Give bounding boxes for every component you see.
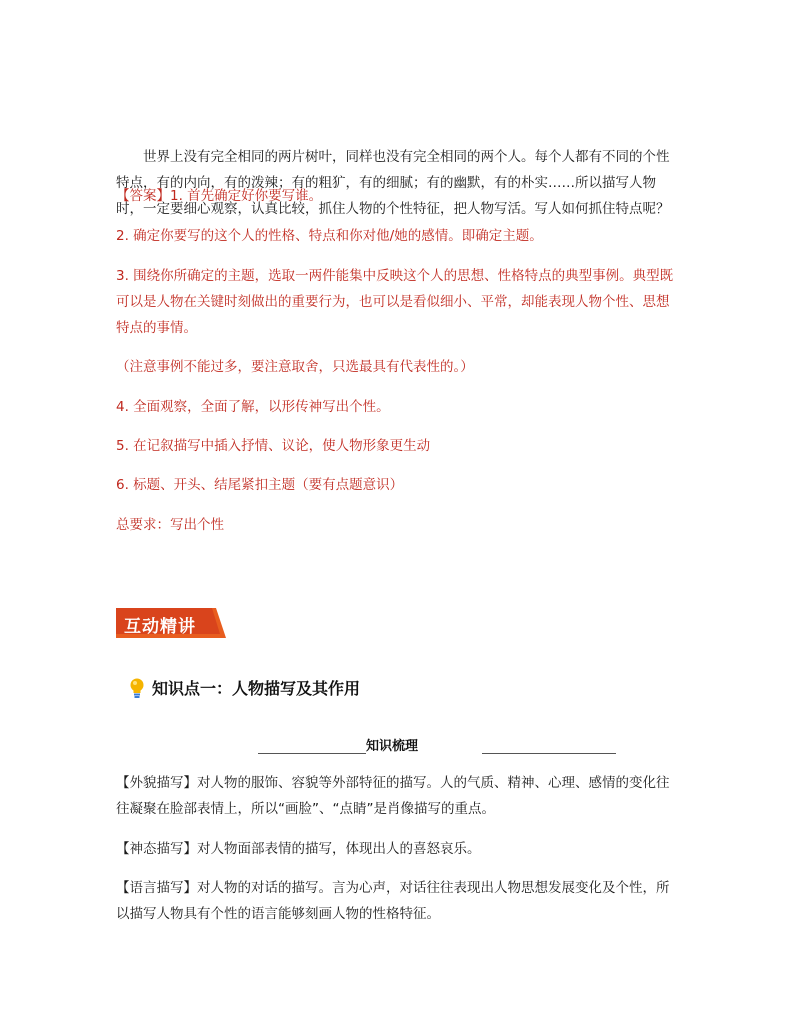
answer-note: （注意事例不能过多，要注意取舍，只选最具有代表性的。） <box>116 359 474 375</box>
knowledge-point-text: 知识点一：人物描写及其作用 <box>152 679 361 698</box>
definition-text: 对人物的对话的描写。言为心声，对话往往表现出人物思想发展变化及个性，所以描写人物具有个性的语言能够刻画人物的性格特征。 <box>116 880 670 922</box>
divider-right <box>482 753 616 754</box>
section-title: 知识梳理 <box>366 739 419 754</box>
answer-label: 【答案】 <box>116 188 170 204</box>
definition-appearance <box>116 770 676 822</box>
knowledge-point-title <box>128 676 360 699</box>
definition-tag: 【神态描写】 <box>116 841 197 857</box>
lightbulb-icon <box>128 677 146 699</box>
answer-item-text: 1. 首先确定好你要写谁。 <box>170 188 323 204</box>
definition-tag: 【外貌描写】 <box>116 775 197 791</box>
definition-language <box>116 875 676 927</box>
definition-tag: 【语言描写】 <box>116 880 197 896</box>
answer-item-6: 6. 标题、开头、结尾紧扣主题（要有点题意识） <box>116 477 404 493</box>
answer-item-3: 3. 围绕你所确定的主题，选取一两件能集中反映这个人的思想、性格特点的典型事例。典型既可以是人物在关键时刻做出的重要行为，也可以是看似细小、平常，却能表现人物个性、思想特点的事情。 <box>116 268 674 336</box>
answer-item-5: 5. 在记叙描写中插入抒情、议论，使人物形象更生动 <box>116 438 431 454</box>
definition-text: 对人物面部表情的描写，体现出人的喜怒哀乐。 <box>197 841 481 857</box>
section-banner <box>116 608 226 638</box>
answer-summary: 总要求：写出个性 <box>116 517 224 533</box>
definition-expression <box>116 836 676 862</box>
intro-paragraph: 世界上没有完全相同的两片树叶，同样也没有完全相同的两个人。每个人都有不同的个性特点，有的内向，有的泼辣；有的粗犷，有的细腻；有的幽默，有的朴实……所以描写人物时，一定要细心观察，认真比较，抓住人物的个性特征，把人物写活。写人如何抓住特点呢？ <box>116 149 670 217</box>
banner-label: 互动精讲 <box>124 617 196 637</box>
answer-item-1 <box>116 183 676 209</box>
answer-item-2: 2. 确定你要写的这个人的性格、特点和你对他/她的感情。即确定主题。 <box>116 228 543 244</box>
divider-left <box>258 753 366 754</box>
answer-item-4: 4. 全面观察，全面了解，以形传神写出个性。 <box>116 399 390 415</box>
definition-text: 对人物的服饰、容貌等外部特征的描写。人的气质、精神、心理、感情的变化往往凝聚在脸部表情上，所以“画脸”、“点睛”是肖像描写的重点。 <box>116 775 670 817</box>
